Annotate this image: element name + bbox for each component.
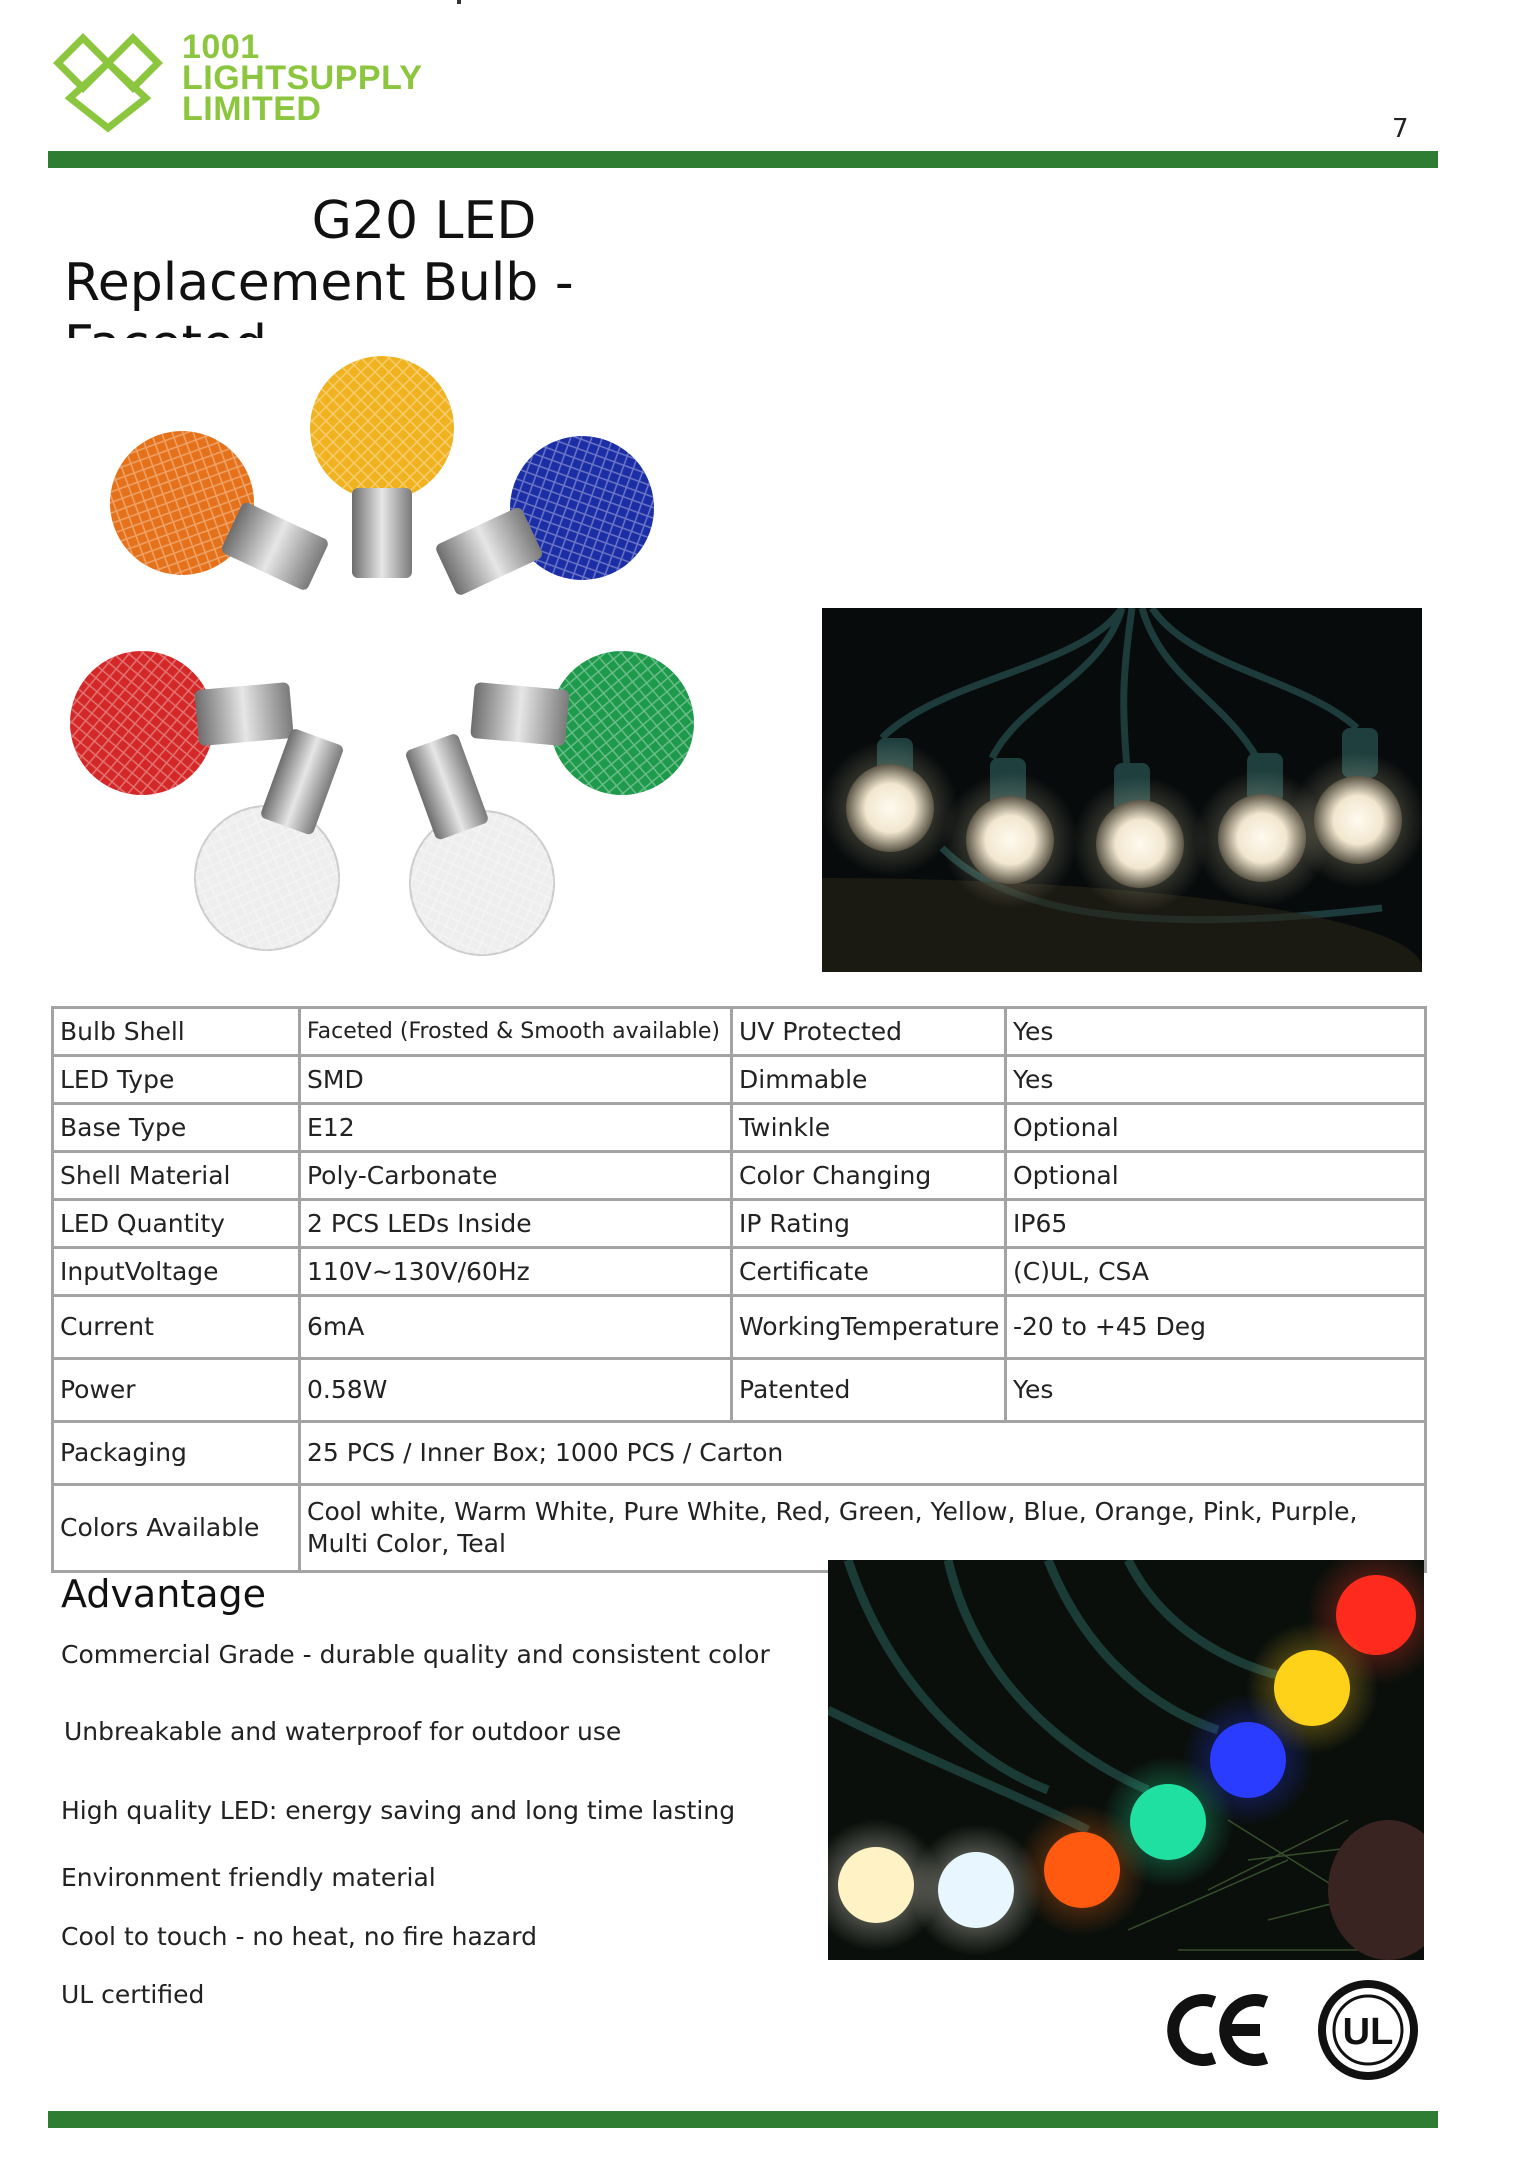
- logo-diamond-icon: [48, 28, 178, 138]
- spec-label: Dimmable: [732, 1056, 1006, 1104]
- bulbs-product-photo: [52, 338, 712, 968]
- advantage-heading: Advantage: [61, 1572, 266, 1616]
- spec-value: IP65: [1006, 1200, 1426, 1248]
- spec-value: SMD: [300, 1056, 732, 1104]
- spec-value: Faceted (Frosted & Smooth available): [300, 1008, 732, 1056]
- logo-wordmark: [182, 28, 423, 128]
- spec-value: 110V~130V/60Hz: [300, 1248, 732, 1296]
- ul-mark-icon: [1322, 1984, 1414, 2076]
- green-bulb: [466, 638, 700, 801]
- logo-line-1: 1001: [182, 28, 260, 66]
- table-row: [53, 1056, 1426, 1104]
- spec-value: -20 to +45 Deg: [1006, 1296, 1426, 1359]
- footer-rule: [48, 2111, 1438, 2128]
- ce-mark-icon: [1173, 2000, 1266, 2060]
- table-row: [53, 1104, 1426, 1152]
- colored-lights-photo: [828, 1560, 1424, 1960]
- spec-label: Base Type: [53, 1104, 300, 1152]
- spec-label: Power: [53, 1359, 300, 1422]
- spec-label: Color Changing: [732, 1152, 1006, 1200]
- spec-label: LED Type: [53, 1056, 300, 1104]
- string-lights-photo: [822, 608, 1422, 972]
- spec-value: (C)UL, CSA: [1006, 1248, 1426, 1296]
- logo-line-3: LIMITED: [182, 90, 322, 128]
- stray-mark: [457, 0, 461, 4]
- advantage-item: Environment friendly material: [61, 1863, 436, 1892]
- certification-marks: [1156, 1980, 1428, 2080]
- white-bulb-right: [363, 717, 574, 968]
- spec-label: Twinkle: [732, 1104, 1006, 1152]
- spec-value: E12: [300, 1104, 732, 1152]
- blue-bulb: [416, 412, 678, 636]
- spec-value: Yes: [1006, 1008, 1426, 1056]
- advantage-item: High quality LED: energy saving and long time lasting: [61, 1796, 736, 1825]
- spec-value: 6mA: [300, 1296, 732, 1359]
- spec-table-body: [53, 1008, 1426, 1572]
- table-row: [53, 1152, 1426, 1200]
- spec-table: [51, 1006, 1427, 1573]
- spec-value: Optional: [1006, 1152, 1426, 1200]
- spec-label: LED Quantity: [53, 1200, 300, 1248]
- title-line-1: G20 LED: [311, 191, 537, 251]
- table-row: [53, 1008, 1426, 1056]
- advantage-item: Unbreakable and waterproof for outdoor use: [64, 1717, 622, 1746]
- colors-label: Colors Available: [53, 1485, 300, 1572]
- colors-value: Cool white, Warm White, Pure White, Red, Green, Yellow, Blue, Orange, Pink, Purple, Multi Color, Teal: [300, 1485, 1426, 1572]
- spec-label: WorkingTemperature: [732, 1296, 1006, 1359]
- advantage-item: UL certified: [61, 1980, 205, 2009]
- spec-label: Bulb Shell: [53, 1008, 300, 1056]
- advantage-item: Cool to touch - no heat, no fire hazard: [61, 1922, 537, 1951]
- header-rule: [48, 151, 1438, 168]
- title-line-2: Replacement Bulb -: [64, 253, 574, 313]
- spec-value: Yes: [1006, 1359, 1426, 1422]
- table-row: [53, 1359, 1426, 1422]
- packaging-label: Packaging: [53, 1422, 300, 1485]
- table-row: [53, 1200, 1426, 1248]
- spec-label: InputVoltage: [53, 1248, 300, 1296]
- page-number: 7: [1392, 114, 1409, 144]
- orange-bulb: [86, 407, 348, 631]
- logo-line-2: LIGHTSUPPLY: [182, 59, 423, 97]
- spec-label: UV Protected: [732, 1008, 1006, 1056]
- spec-label: Shell Material: [53, 1152, 300, 1200]
- table-row-packaging: [53, 1422, 1426, 1485]
- spec-label: IP Rating: [732, 1200, 1006, 1248]
- spec-value: 2 PCS LEDs Inside: [300, 1200, 732, 1248]
- table-row: [53, 1296, 1426, 1359]
- spec-value: Optional: [1006, 1104, 1426, 1152]
- spec-value: Poly-Carbonate: [300, 1152, 732, 1200]
- advantage-item: Commercial Grade - durable quality and consistent color: [61, 1640, 770, 1669]
- table-row: [53, 1248, 1426, 1296]
- red-bulb: [64, 638, 298, 801]
- spec-label: Patented: [732, 1359, 1006, 1422]
- yellow-bulb: [310, 356, 454, 578]
- ul-mark-text: UL: [1342, 2011, 1394, 2053]
- spec-label: Current: [53, 1296, 300, 1359]
- spec-value: 0.58W: [300, 1359, 732, 1422]
- packaging-value: 25 PCS / Inner Box; 1000 PCS / Carton: [300, 1422, 1426, 1485]
- spec-value: Yes: [1006, 1056, 1426, 1104]
- table-row-colors: [53, 1485, 1426, 1572]
- spec-label: Certificate: [732, 1248, 1006, 1296]
